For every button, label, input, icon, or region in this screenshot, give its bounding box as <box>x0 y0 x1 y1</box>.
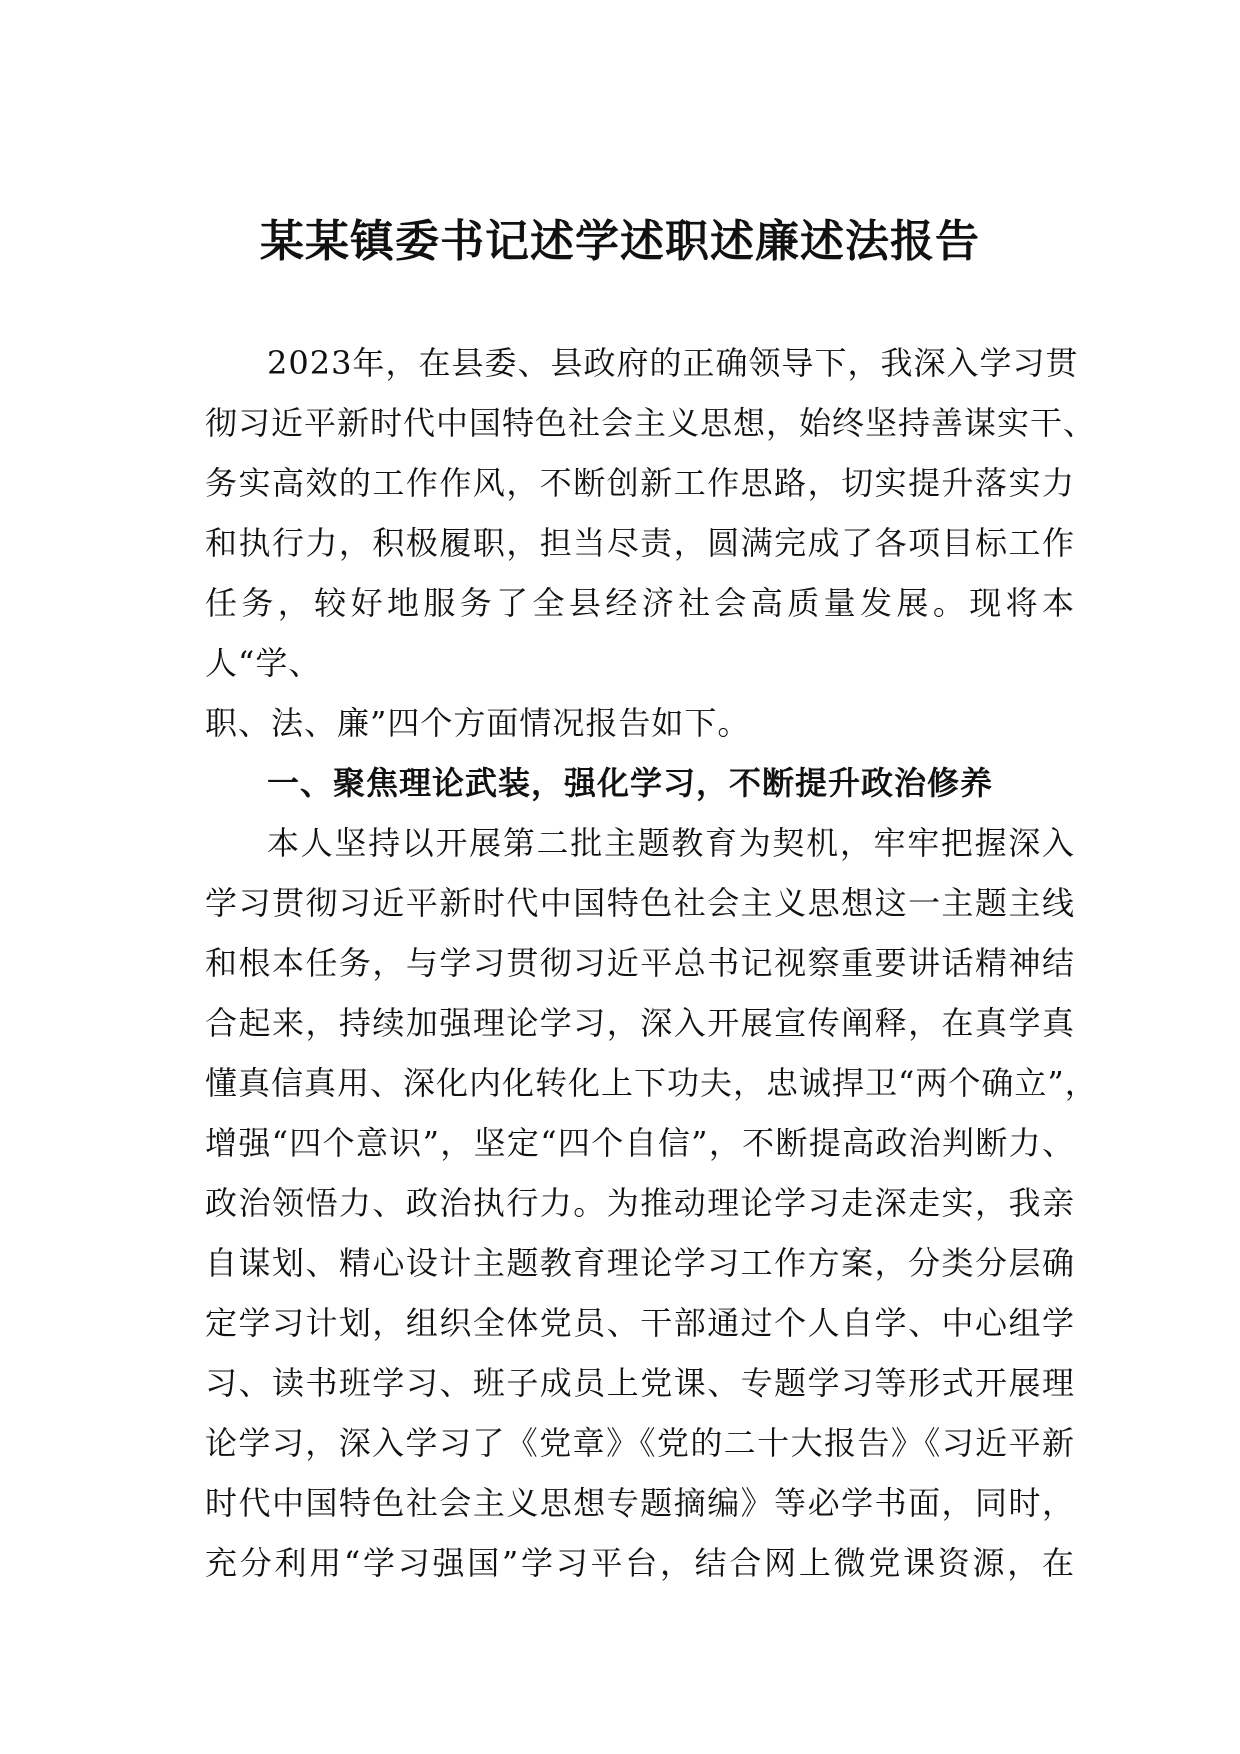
paragraph-line: 2023年，在县委、县政府的正确领导下，我深入学习贯 <box>267 344 1079 382</box>
paragraph-line: 充分利用“学习强国”学习平台，结合网上微党课资源，在 <box>205 1544 1075 1582</box>
paragraph-line: 人“学、 <box>205 644 322 682</box>
paragraph-line: 和根本任务，与学习贯彻习近平总书记视察重要讲话精神结 <box>205 944 1075 982</box>
paragraph-line: 本人坚持以开展第二批主题教育为契机，牢牢把握深入 <box>267 824 1075 862</box>
paragraph-line: 职、法、廉”四个方面情况报告如下。 <box>205 704 751 742</box>
document-title: 某某镇委书记述学述职述廉述法报告 <box>260 216 980 267</box>
paragraph-line: 任务，较好地服务了全县经济社会高质量发展。现将本 <box>205 584 1075 622</box>
paragraph-line: 定学习计划，组织全体党员、干部通过个人自学、中心组学 <box>205 1304 1075 1342</box>
paragraph-line: 论学习，深入学习了《党章》《党的二十大报告》《习近平新 <box>205 1424 1075 1462</box>
paragraph-line: 学习贯彻习近平新时代中国特色社会主义思想这一主题主线 <box>205 884 1075 922</box>
paragraph-line: 政治领悟力、政治执行力。为推动理论学习走深走实，我亲 <box>205 1184 1075 1222</box>
paragraph-line: 时代中国特色社会主义思想专题摘编》等必学书面，同时， <box>205 1484 1075 1522</box>
paragraph-line: 懂真信真用、深化内化转化上下功夫，忠诚捍卫“两个确立”， <box>205 1064 1098 1102</box>
paragraph-line: 习、读书班学习、班子成员上党课、专题学习等形式开展理 <box>205 1364 1075 1402</box>
paragraph-line: 自谋划、精心设计主题教育理论学习工作方案，分类分层确 <box>205 1244 1075 1282</box>
section-heading: 一、聚焦理论武装，强化学习，不断提升政治修养 <box>267 764 994 802</box>
section-1 <box>205 753 1075 813</box>
paragraph-line: 增强“四个意识”，坚定“四个自信”，不断提高政治判断力、 <box>205 1124 1075 1162</box>
paragraph-line: 和执行力，积极履职，担当尽责，圆满完成了各项目标工作 <box>205 524 1075 562</box>
paragraph-line: 务实高效的工作作风，不断创新工作思路，切实提升落实力 <box>205 464 1075 502</box>
paragraph-line: 彻习近平新时代中国特色社会主义思想，始终坚持善谋实干、 <box>205 404 1097 442</box>
intro-paragraph <box>205 333 1097 753</box>
section-1-paragraph <box>205 813 1098 1593</box>
paragraph-line: 合起来，持续加强理论学习，深入开展宣传阐释，在真学真 <box>205 1004 1075 1042</box>
